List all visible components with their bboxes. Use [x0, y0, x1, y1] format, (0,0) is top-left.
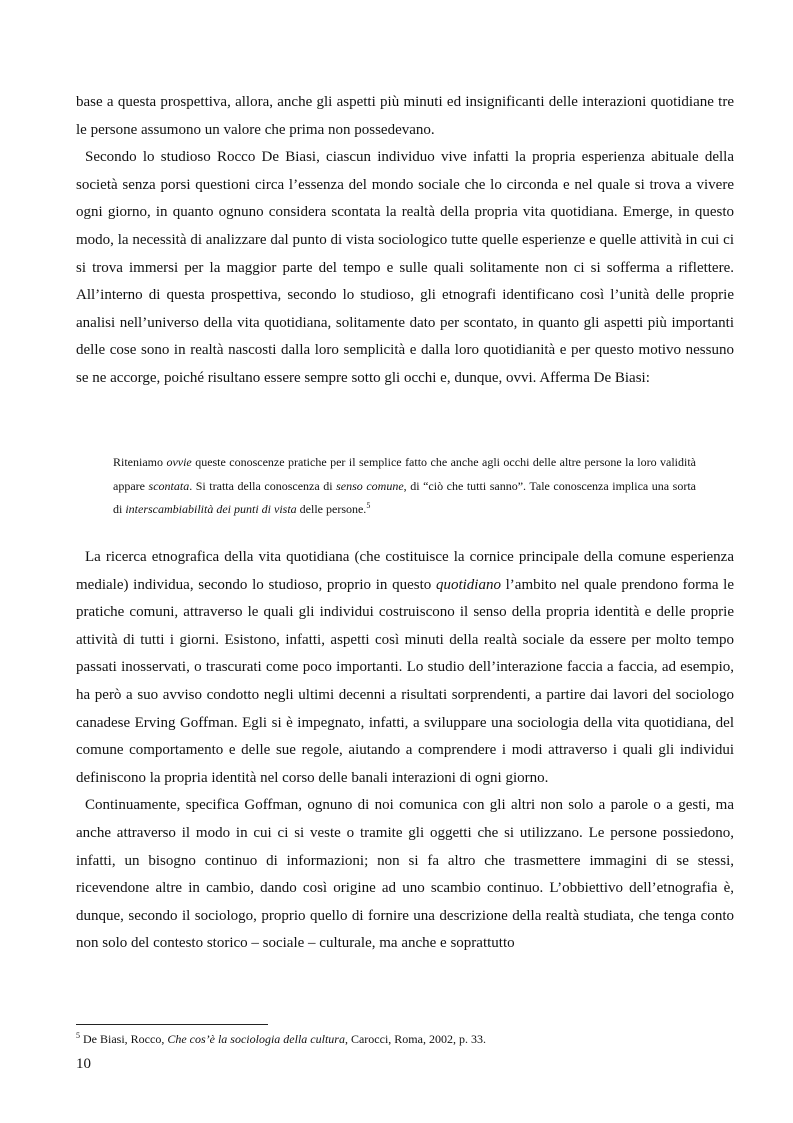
footnote-separator	[76, 1024, 268, 1025]
quote-italic: interscambiabilità dei punti di vista	[125, 502, 297, 516]
quote-fragment: , di “ciò che tutti sanno”. Tale conoscenza implica una sorta di	[113, 478, 697, 516]
paragraph: base a questa prospettiva, allora, anche gli aspetti più minuti ed insignificanti delle interazioni quotidiane tre le persone assumono un valore che prima non possedevano.	[76, 94, 734, 138]
italic-fragment: quotidiano	[435, 576, 501, 593]
paragraph	[76, 544, 734, 792]
quote-fragment: . Si tratta della conoscenza di	[189, 478, 337, 493]
block-quote	[113, 451, 696, 522]
quote-text	[113, 451, 696, 522]
quote-fragment: queste conoscenze pratiche per il semplice fatto che anche agli occhi delle altre persone la loro validità appare	[113, 455, 696, 493]
page-number: 10	[76, 1056, 91, 1072]
quote-fragment: Riteniamo	[113, 455, 167, 469]
footnote-fragment: De Biasi, Rocco,	[80, 1032, 168, 1046]
body-text-top	[76, 89, 734, 393]
text-fragment: l’ambito nel quale prendono forma le pratiche comuni, attraverso le quali gli individui costruiscono il senso della propria identità e delle proprie attività di tutti i giorni. Esistono, infatti, aspetti così minuti della realtà sociale da essere per molto tempo passati inosservati, o trascurati come poco importanti. Lo studio dell’interazione faccia a faccia, ad esempio, ha però a suo avviso condotto negli ultimi decenni a risultati sorprendenti, a partire dai lavori del sociologo canadese Erving Goffman. Egli si è impegnato, infatti, a sviluppare una sociologia della vita quotidiana, del comune comportamento e delle sue regole, aiutando a comprendere i modi attraverso i quali gli individui definiscono la propria identità nel corso delle banali interazioni di ogni giorno.	[76, 576, 734, 786]
paragraph: Secondo lo studioso Rocco De Biasi, ciascun individuo vive infatti la propria esperienza abituale della società senza porsi questioni circa l’essenza del mondo sociale che lo circonda e nel quale si trova a vivere ogni giorno, in quanto ognuno considera scontata la realtà della propria vita quotidiana. Emerge, in questo modo, la necessità di analizzare dal punto di vista sociologico tutte quelle esperienze e quelle attività in cui ci si trova immersi per la maggior parte del tempo e sulle quali solitamente non ci si sofferma a riflettere. All’interno di questa prospettiva, secondo lo studioso, gli etnografi identificano così l’unità delle proprie analisi nell’universo della vita quotidiana, solitamente dato per scontato, in quanto gli aspetti più importanti delle cose sono in realtà nascosti dalla loro semplicità e dalla loro quotidianità e per questo motivo nessuno se ne accorge, poiché risultano essere sempre sotto gli occhi e, dunque, ovvi. Afferma De Biasi:	[76, 149, 734, 386]
quote-italic: senso comune	[336, 478, 404, 493]
footnote-fragment: , Carocci, Roma, 2002, p. 33.	[344, 1032, 486, 1046]
quote-fragment: delle persone.	[296, 502, 367, 516]
footnote-reference[interactable]: 5	[366, 501, 371, 510]
body-text-bottom	[76, 544, 734, 958]
footnote-book-title: Che cos’è la sociologia della cultura	[167, 1032, 345, 1046]
footnote-number: 5	[76, 1031, 80, 1040]
quote-italic: scontata	[148, 478, 190, 493]
paragraph: Continuamente, specifica Goffman, ognuno di noi comunica con gli altri non solo a parole o a gesti, ma anche attraverso il modo in cui ci si veste o tramite gli oggetti che si utilizzano. Le persone possiedono, infatti, un bisogno continuo di informazioni; non si fa altro che trasmettere immagini di se stessi, ricevendone altre in cambio, dando così origine ad uno scambio continuo. L’obbiettivo dell’etnografia è, dunque, secondo il sociologo, proprio quello di fornire una descrizione della realtà studiata, che tenga conto non solo del contesto storico – sociale – culturale, ma anche e soprattutto	[76, 797, 734, 952]
footnote	[76, 1031, 734, 1047]
text-fragment: La ricerca etnografica della vita quotidiana (che costituisce la cornice principale della comune esperienza mediale) individua, secondo lo studioso, proprio in questo	[76, 549, 734, 593]
quote-italic: ovvie	[166, 455, 192, 469]
